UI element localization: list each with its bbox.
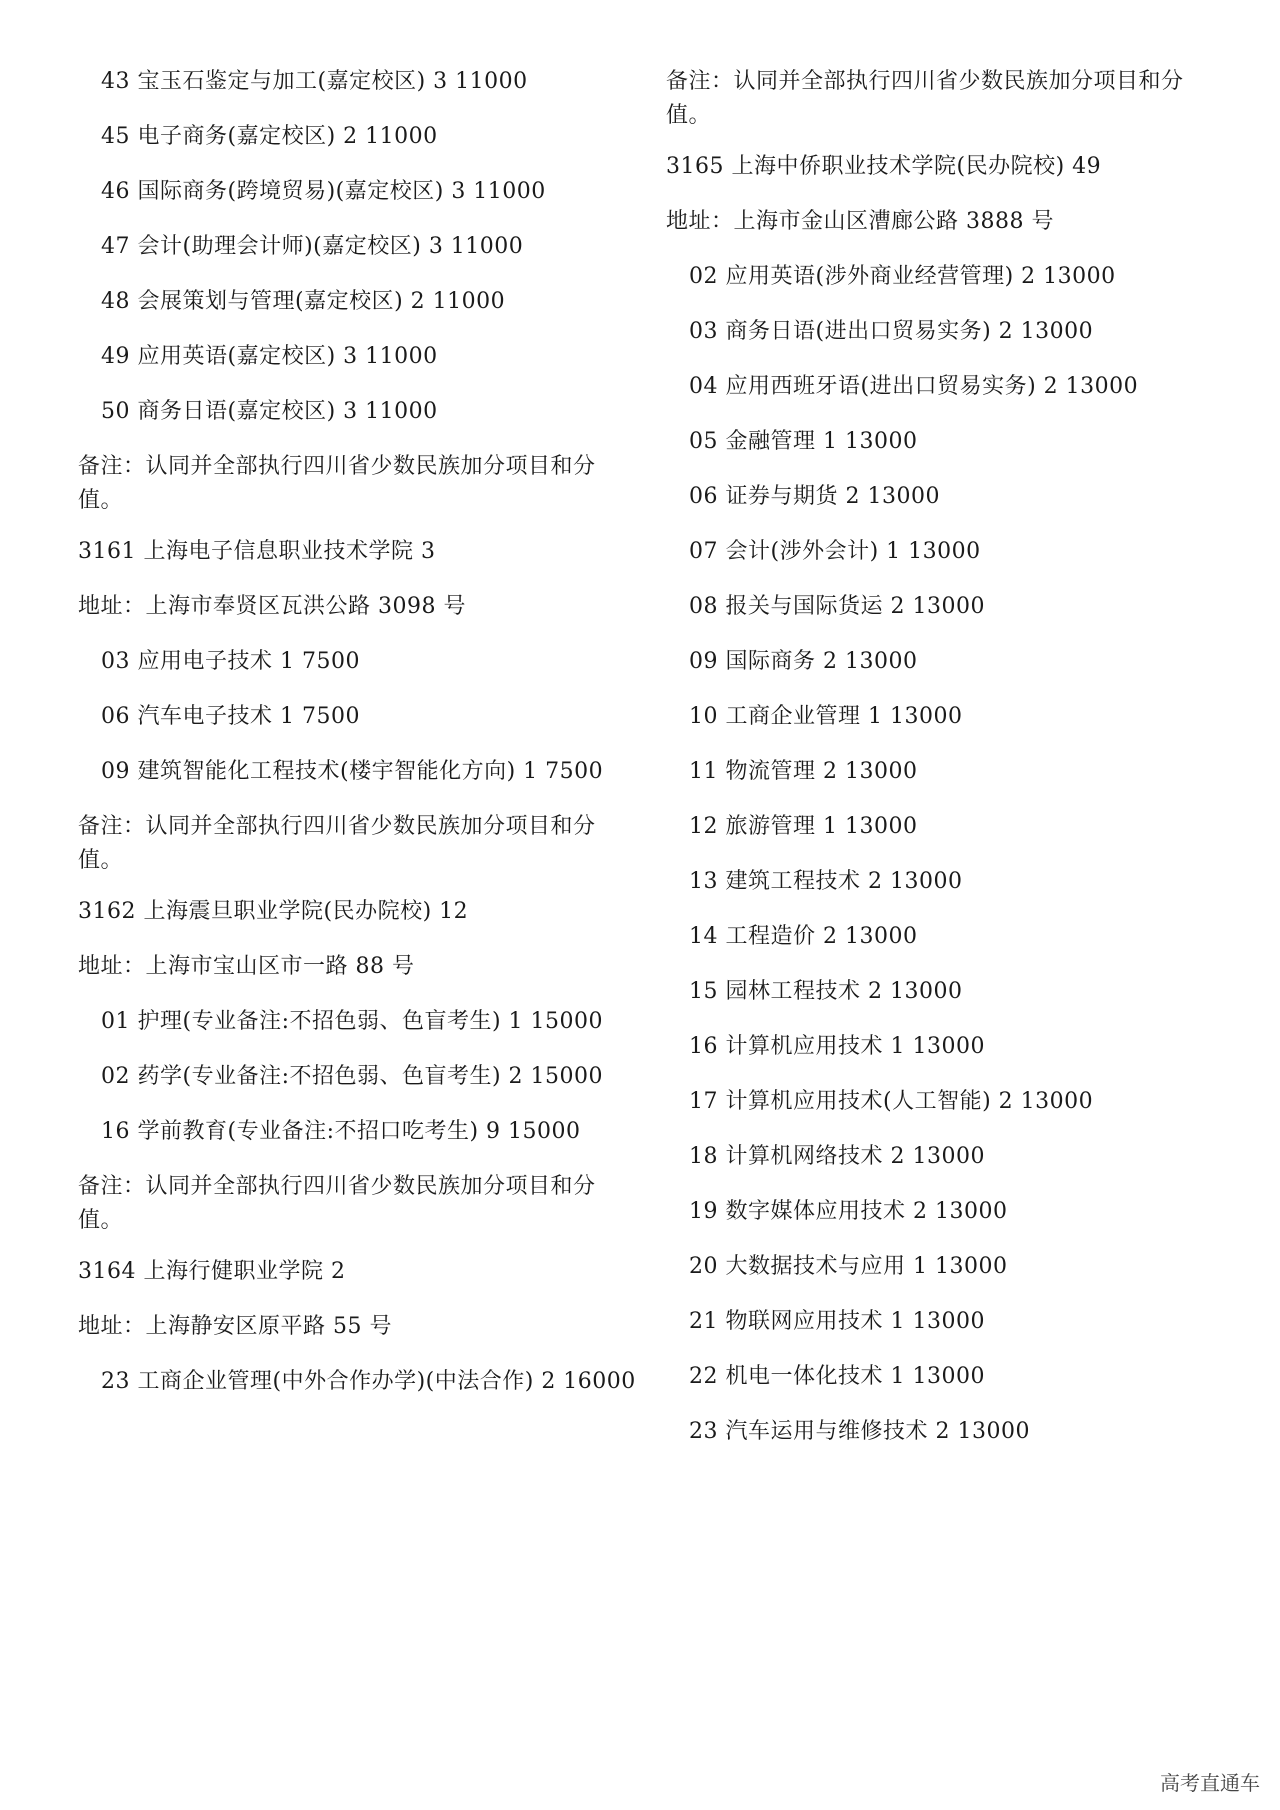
note-line: 备注：认同并全部执行四川省少数民族加分项目和分值。 (78, 814, 596, 873)
major-line: 46 国际商务(跨境贸易)(嘉定校区) 3 11000 (101, 179, 546, 204)
major-line: 20 大数据技术与应用 1 13000 (689, 1254, 1008, 1279)
school-heading: 3164 上海行健职业学院 2 (78, 1259, 346, 1284)
major-line: 45 电子商务(嘉定校区) 2 11000 (101, 124, 438, 149)
school-heading: 3161 上海电子信息职业技术学院 3 (78, 539, 436, 564)
major-line: 15 园林工程技术 2 13000 (689, 979, 963, 1004)
major-line: 12 旅游管理 1 13000 (689, 814, 918, 839)
major-line: 19 数字媒体应用技术 2 13000 (689, 1199, 1008, 1224)
major-line: 43 宝玉石鉴定与加工(嘉定校区) 3 11000 (101, 69, 528, 94)
major-line: 05 金融管理 1 13000 (689, 429, 918, 454)
major-line: 18 计算机网络技术 2 13000 (689, 1144, 985, 1169)
note-line: 备注：认同并全部执行四川省少数民族加分项目和分值。 (666, 69, 1184, 128)
major-line: 16 学前教育(专业备注:不招口吃考生) 9 15000 (101, 1119, 581, 1144)
major-line: 10 工商企业管理 1 13000 (689, 704, 963, 729)
major-line: 02 应用英语(涉外商业经营管理) 2 13000 (689, 264, 1116, 289)
major-line: 17 计算机应用技术(人工智能) 2 13000 (689, 1089, 1094, 1114)
note-line: 备注：认同并全部执行四川省少数民族加分项目和分值。 (78, 1174, 596, 1233)
major-line: 21 物联网应用技术 1 13000 (689, 1309, 985, 1334)
major-line: 23 汽车运用与维修技术 2 13000 (689, 1419, 1030, 1444)
major-line: 06 证券与期货 2 13000 (689, 484, 940, 509)
major-line: 02 药学(专业备注:不招色弱、色盲考生) 2 15000 (101, 1064, 604, 1089)
major-line: 16 计算机应用技术 1 13000 (689, 1034, 985, 1059)
major-line: 48 会展策划与管理(嘉定校区) 2 11000 (101, 289, 506, 314)
major-line: 09 国际商务 2 13000 (689, 649, 918, 674)
major-line: 07 会计(涉外会计) 1 13000 (689, 539, 981, 564)
major-line: 47 会计(助理会计师)(嘉定校区) 3 11000 (101, 234, 524, 259)
major-line: 03 商务日语(进出口贸易实务) 2 13000 (689, 319, 1094, 344)
major-line: 04 应用西班牙语(进出口贸易实务) 2 13000 (689, 374, 1139, 399)
address-line: 地址：上海静安区原平路 55 号 (78, 1314, 392, 1339)
school-heading: 3162 上海震旦职业学院(民办院校) 12 (78, 899, 469, 924)
major-line: 23 工商企业管理(中外合作办学)(中法合作) 2 16000 (101, 1369, 636, 1394)
major-line: 50 商务日语(嘉定校区) 3 11000 (101, 399, 438, 424)
major-line: 08 报关与国际货运 2 13000 (689, 594, 985, 619)
major-line: 09 建筑智能化工程技术(楼宇智能化方向) 1 7500 (101, 759, 604, 784)
major-line: 14 工程造价 2 13000 (689, 924, 918, 949)
watermark-footer: 高考直通车 (1160, 1771, 1260, 1795)
major-line: 22 机电一体化技术 1 13000 (689, 1364, 985, 1389)
note-line: 备注：认同并全部执行四川省少数民族加分项目和分值。 (78, 454, 596, 513)
major-line: 49 应用英语(嘉定校区) 3 11000 (101, 344, 438, 369)
major-line: 06 汽车电子技术 1 7500 (101, 704, 360, 729)
major-line: 03 应用电子技术 1 7500 (101, 649, 360, 674)
address-line: 地址：上海市宝山区市一路 88 号 (78, 954, 415, 979)
major-line: 13 建筑工程技术 2 13000 (689, 869, 963, 894)
major-line: 01 护理(专业备注:不招色弱、色盲考生) 1 15000 (101, 1009, 604, 1034)
address-line: 地址：上海市奉贤区瓦洪公路 3098 号 (78, 594, 466, 619)
school-heading: 3165 上海中侨职业技术学院(民办院校) 49 (666, 154, 1102, 179)
major-line: 11 物流管理 2 13000 (689, 759, 918, 784)
address-line: 地址：上海市金山区漕廊公路 3888 号 (666, 209, 1054, 234)
